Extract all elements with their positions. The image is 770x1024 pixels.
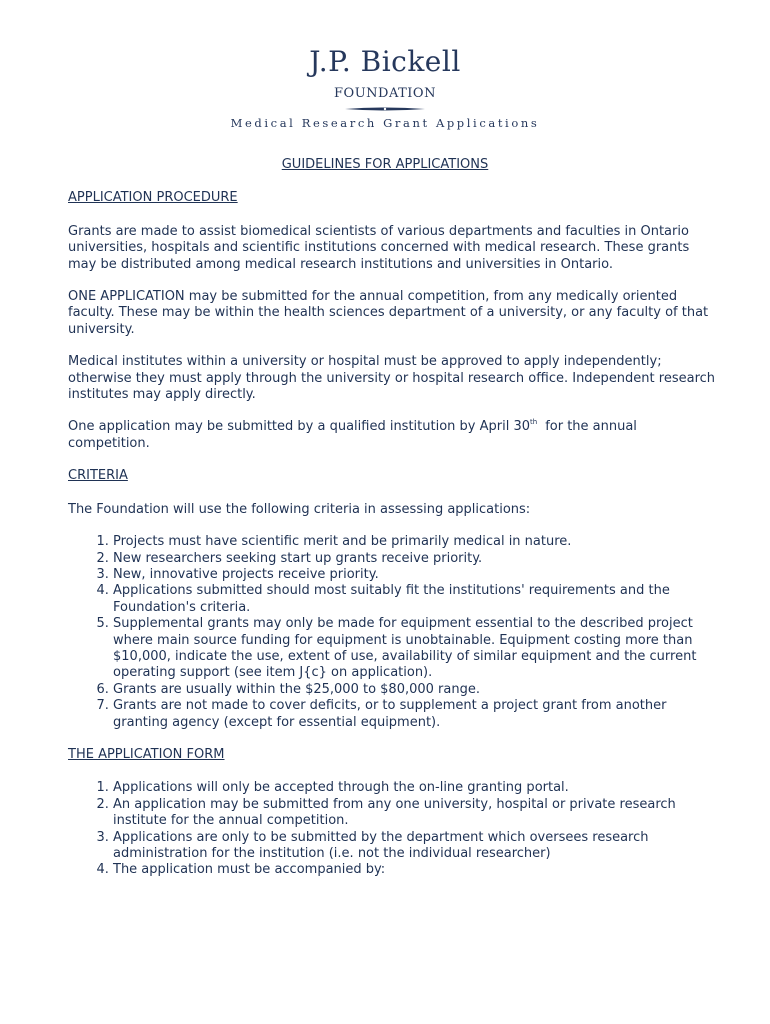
- list-item: 2. New researchers seeking start up grants receive priority.: [113, 551, 718, 567]
- application-procedure-heading: APPLICATION PROCEDURE: [68, 190, 238, 206]
- criteria-list: [68, 534, 718, 731]
- procedure-paragraph-3: Medical institutes within a university or hospital must be approved to apply independently; otherwise they must apply through the university or hospital research office. Independent research institutes may apply directly.: [68, 354, 716, 403]
- document-body: [68, 157, 718, 895]
- criteria-intro: The Foundation will use the following criteria in assessing applications:: [68, 501, 531, 517]
- list-item: 3. Applications are only to be submitted by the department which oversees research administration for the institution (i.e. not the individual researcher): [113, 830, 718, 863]
- application-form-list: [68, 780, 718, 878]
- list-item: 7. Grants are not made to cover deficits, or to supplement a project grant from another granting agency (except for essential equipment).: [113, 698, 718, 731]
- logo-divider-ornament: [345, 106, 425, 112]
- list-item: 2. An application may be submitted from any one university, hospital or private research institute for the annual competition.: [113, 797, 718, 830]
- logo-tagline: Medical Research Grant Applications: [230, 116, 540, 130]
- list-item: 6. Grants are usually within the $25,000 to $80,000 range.: [113, 682, 718, 698]
- list-item: 5. Supplemental grants may only be made for equipment essential to the described project where main source funding for equipment is unobtainable. Equipment costing more than $10,000, indicate the use, extent of use, availability of similar equipment and the current operating support (see item J{c} on application).: [113, 616, 718, 682]
- deadline-text-end: for the annual competition.: [68, 419, 637, 451]
- foundation-logo: [0, 44, 770, 130]
- list-item: 4. Applications submitted should most suitably fit the institutions' requirements and the Foundation's criteria.: [113, 583, 718, 616]
- logo-name: J.P. Bickell: [309, 45, 461, 78]
- application-form-heading: THE APPLICATION FORM: [68, 746, 225, 762]
- criteria-heading: CRITERIA: [68, 468, 128, 484]
- procedure-paragraph-4: [68, 419, 718, 452]
- list-item: 1. Projects must have scientific merit and be primarily medical in nature.: [113, 534, 718, 550]
- procedure-paragraph-2: ONE APPLICATION may be submitted for the annual competition, from any medically oriented faculty. These may be within the health sciences department of a university, or any faculty of that university.: [68, 289, 709, 337]
- ordinal-suffix: th: [530, 418, 538, 427]
- deadline-text: One application may be submitted by a qualified institution by April 30: [68, 419, 530, 435]
- logo-subtitle: FOUNDATION: [334, 86, 436, 101]
- list-item: 1. Applications will only be accepted through the on-line granting portal.: [113, 780, 718, 796]
- procedure-paragraph-1: Grants are made to assist biomedical scientists of various departments and faculties in Ontario universities, hospitals and scientific institutions concerned with medical research. These grants may be distributed among medical research institutions and universities in Ontario.: [68, 223, 690, 272]
- list-item: 3. New, innovative projects receive priority.: [113, 567, 718, 583]
- document-title: GUIDELINES FOR APPLICATIONS: [281, 157, 489, 172]
- list-item: 4. The application must be accompanied by:: [113, 862, 718, 878]
